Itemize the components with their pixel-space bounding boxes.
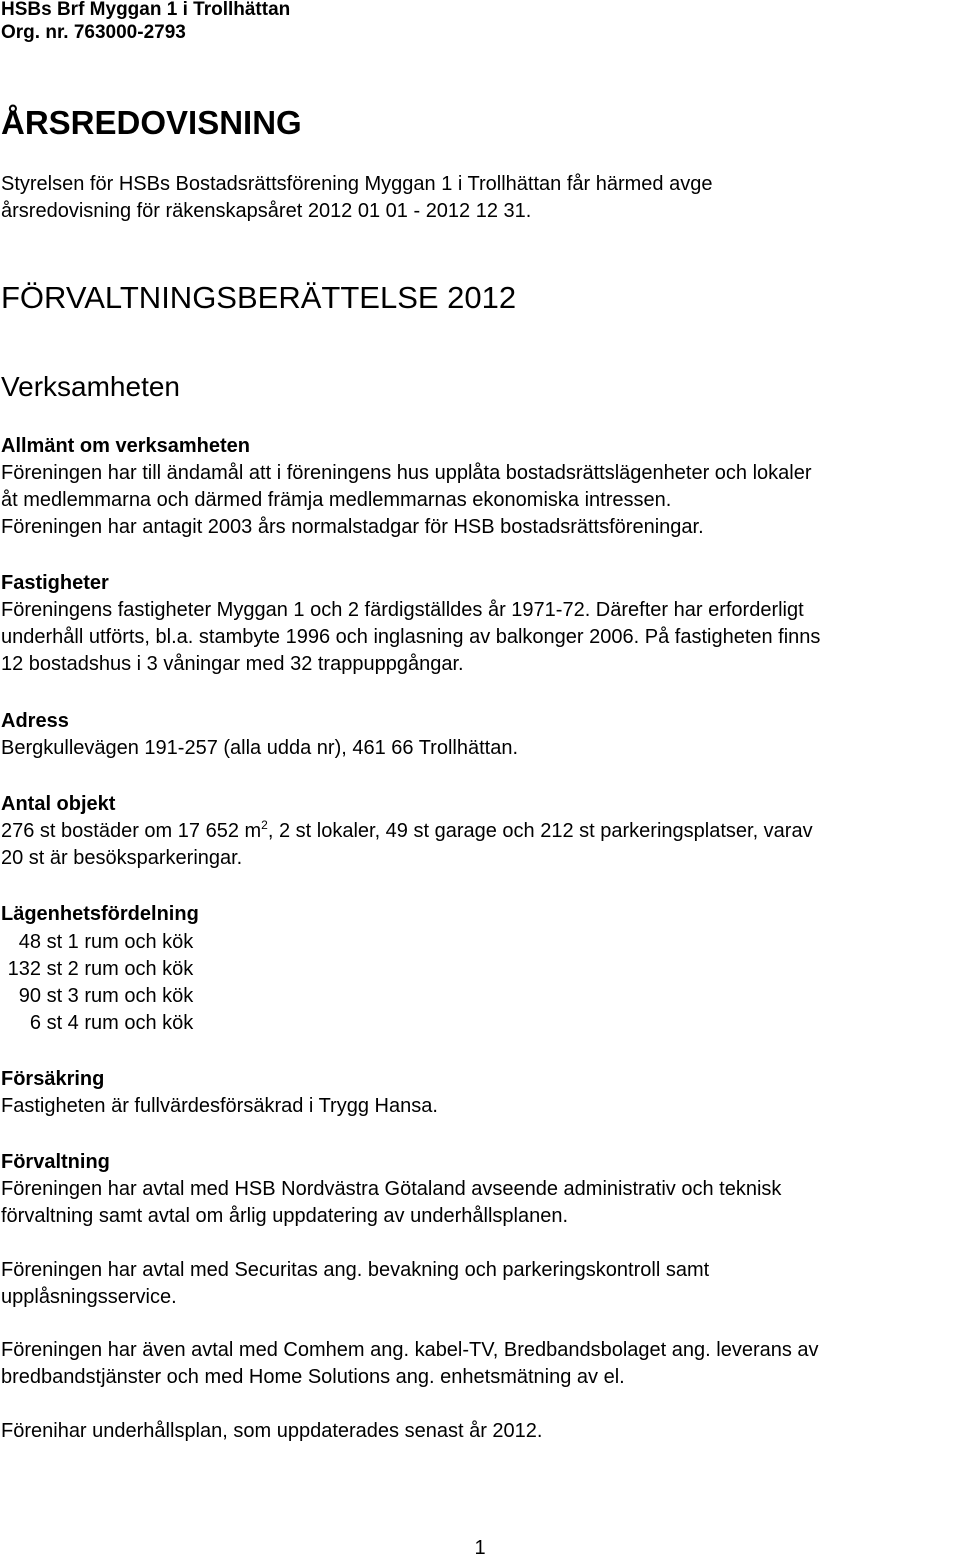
org-name: HSBs Brf Myggan 1 i Trollhättan: [1, 0, 291, 20]
apartment-count: 6: [29, 1012, 41, 1034]
distribution-heading: Lägenhetsfördelning: [1, 903, 199, 925]
properties-line-2: underhåll utförts, bl.a. stambyte 1996 och inglasning av balkonger 2006. På fastigheten finns: [1, 626, 821, 648]
operations-title: Verksamheten: [1, 371, 180, 402]
apartment-type: st 2 rum och kök: [46, 958, 194, 980]
apartment-type: st 1 rum och kök: [46, 931, 194, 953]
address-text: Bergkullevägen 191-257 (alla udda nr), 461 66 Trollhättan.: [1, 737, 519, 759]
distribution-row: [1, 929, 193, 956]
properties-heading: Fastigheter: [1, 572, 109, 594]
general-line-3: Föreningen har antagit 2003 års normalstadgar för HSB bostadsrättsföreningar.: [1, 516, 704, 538]
management-p2-line-1: Föreningen har avtal med Securitas ang. bevakning och parkeringskontroll samt: [1, 1259, 710, 1281]
apartment-count: 132: [7, 958, 41, 980]
address-heading: Adress: [1, 710, 69, 732]
report-title: FÖRVALTNINGSBERÄTTELSE 2012: [1, 280, 517, 315]
org-number: Org. nr. 763000-2793: [1, 22, 186, 43]
distribution-row: [1, 1010, 193, 1037]
management-p3-line-1: Föreningen har även avtal med Comhem ang. kabel-TV, Bredbandsbolaget ang. leverans av: [1, 1339, 819, 1361]
insurance-text: Fastigheten är fullvärdesförsäkrad i Trygg Hansa.: [1, 1095, 438, 1117]
apartment-count: 48: [18, 931, 41, 953]
square-meter-superscript: 2: [261, 818, 268, 832]
intro-line-1: Styrelsen för HSBs Bostadsrättsförening Myggan 1 i Trollhättan får härmed avge: [1, 173, 713, 195]
general-line-1: Föreningen har till ändamål att i föreningens hus upplåta bostadsrättslägenheter och lokaler: [1, 462, 812, 484]
apartment-type: st 4 rum och kök: [46, 1012, 194, 1034]
management-p1-line-1: Föreningen har avtal med HSB Nordvästra Götaland avseende administrativ och teknisk: [1, 1178, 782, 1200]
units-line-1-rest: , 2 st lokaler, 49 st garage och 212 st parkeringsplatser, varav: [267, 820, 813, 842]
management-p1-line-2: förvaltning samt avtal om årlig uppdatering av underhållsplanen.: [1, 1205, 569, 1227]
units-line-1-text: 276 st bostäder om 17 652 m: [1, 820, 262, 842]
units-heading: Antal objekt: [1, 793, 116, 815]
management-p4: Förenihar underhållsplan, som uppdaterades senast år 2012.: [1, 1420, 543, 1442]
intro-line-2: årsredovisning för räkenskapsåret 2012 01 01 - 2012 12 31.: [1, 200, 532, 222]
management-heading: Förvaltning: [1, 1151, 110, 1173]
general-line-2: åt medlemmarna och därmed främja medlemmarnas ekonomiska intressen.: [1, 489, 672, 511]
distribution-row: [1, 983, 193, 1010]
properties-line-3: 12 bostadshus i 3 våningar med 32 trappuppgångar.: [1, 653, 464, 675]
units-line-1: [1, 818, 813, 845]
distribution-row: [1, 956, 193, 983]
properties-line-1: Föreningens fastigheter Myggan 1 och 2 färdigställdes år 1971-72. Därefter har erforderligt: [1, 599, 804, 621]
insurance-heading: Försäkring: [1, 1068, 105, 1090]
units-line-2: 20 st är besöksparkeringar.: [1, 847, 243, 869]
management-p2-line-2: upplåsningsservice.: [1, 1286, 177, 1308]
document-title: ÅRSREDOVISNING: [1, 104, 302, 141]
general-heading: Allmänt om verksamheten: [1, 435, 250, 457]
apartment-count: 90: [18, 985, 41, 1007]
management-p3-line-2: bredbandstjänster och med Home Solutions ang. enhetsmätning av el.: [1, 1366, 625, 1388]
apartment-type: st 3 rum och kök: [46, 985, 194, 1007]
page-number: 1: [474, 1537, 486, 1559]
